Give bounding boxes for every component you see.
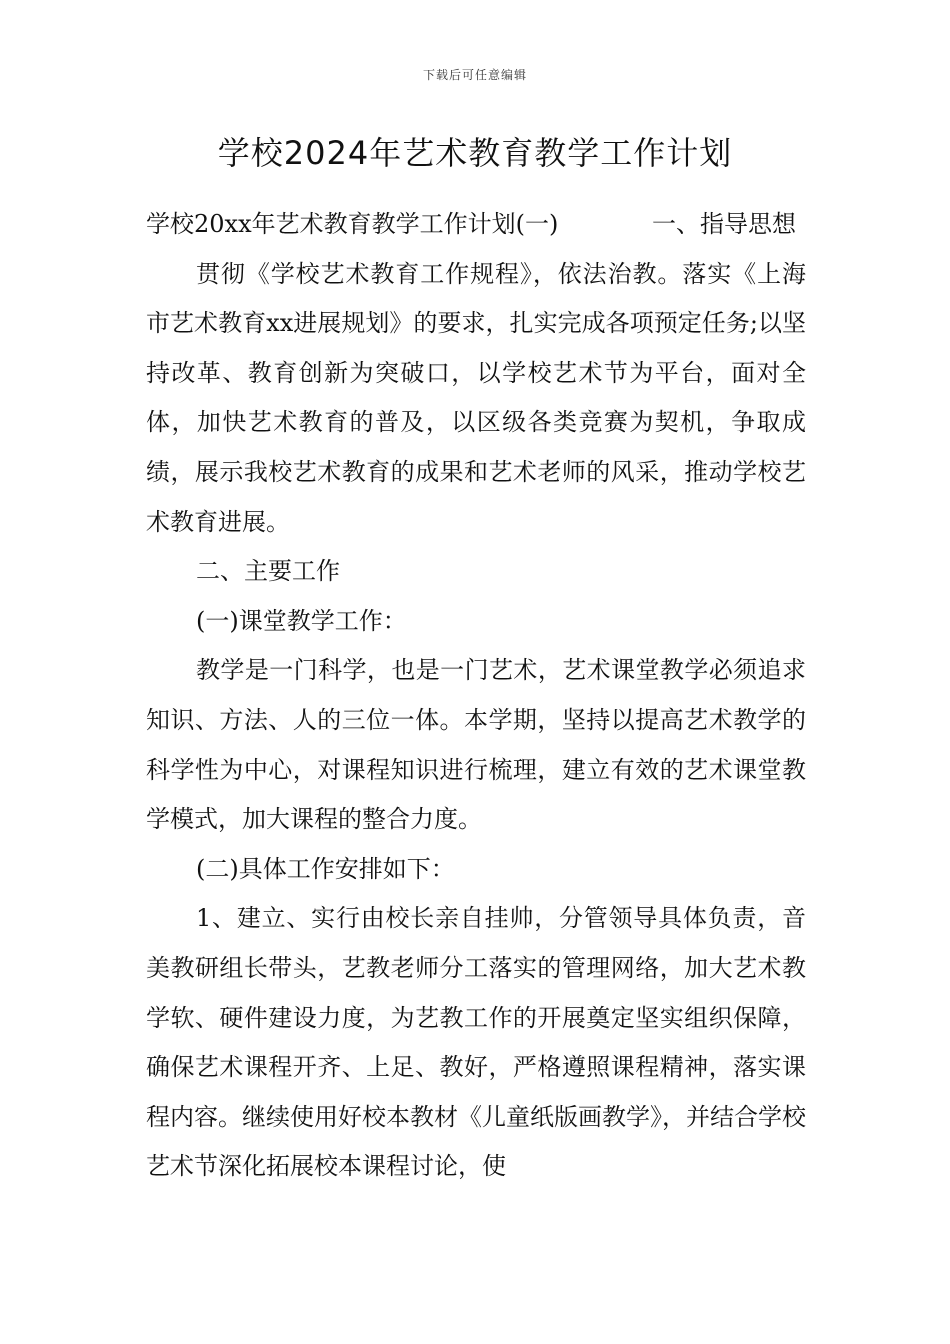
paragraph-arrangement-1: 1、建立、实行由校长亲自挂帅，分管领导具体负责，音美教研组长带头，艺教老师分工落实的管理网络，加大艺术教学软、硬件建设力度，为艺教工作的开展奠定坚实组织保障，确保艺术课程开齐、上足、教好，严格遵照课程精神，落实课程内容。继续使用好校本教材《儿童纸版画教学》，并结合学校艺术节深化拓展校本课程讨论，使 [146,904,806,1181]
document-title: 学校2024年艺术教育教学工作计划 [217,134,733,172]
document-subtitle: 学校20xx年艺术教育教学工作计划(一) [146,210,559,238]
document-body [146,200,806,1192]
header-note: 下载后可任意编辑 [422,68,527,82]
section-heading-main-work: 二、主要工作 [196,557,340,586]
paragraph-classroom: 教学是一门科学，也是一门艺术，艺术课堂教学必须追求知识、方法、人的三位一体。本学期，坚持以提高艺术教学的科学性为中心，对课程知识进行梳理，建立有效的艺术课堂教学模式，加大课程的整合力度。 [146,656,806,834]
subtitle-line [146,200,806,250]
section-heading-guiding-thought: 一、指导思想 [652,210,796,238]
subsection-heading-arrangement: (二)具体工作安排如下： [196,854,455,883]
paragraph-guiding-thought: 贯彻《学校艺术教育工作规程》，依法治教。落实《上海市艺术教育xx进展规划》的要求，扎实完成各项预定任务;以坚持改革、教育创新为突破口，以学校艺术节为平台，面对全体，加快艺术教育的普及，以区级各类竞赛为契机，争取成绩，展示我校艺术教育的成果和艺术老师的风采，推动学校艺术教育进展。 [146,259,806,536]
subsection-heading-classroom: (一)课堂教学工作： [196,606,407,635]
